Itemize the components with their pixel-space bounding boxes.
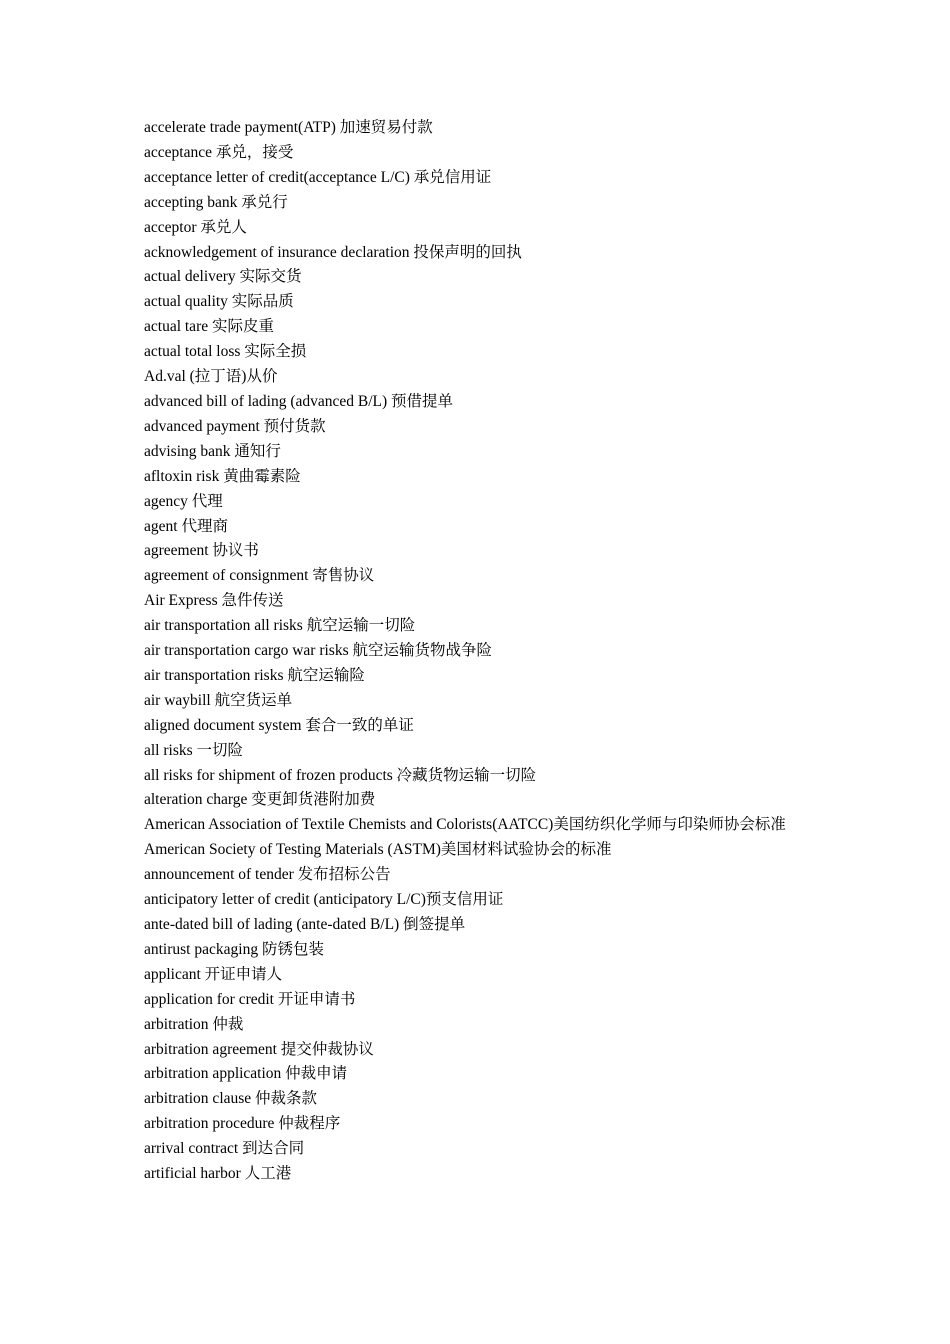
glossary-entry: actual delivery 实际交货 <box>144 268 302 286</box>
glossary-entry: Air Express 急件传送 <box>144 592 284 610</box>
glossary-entry: arbitration clause 仲裁条款 <box>144 1090 318 1108</box>
glossary-entry: agreement of consignment 寄售协议 <box>144 567 375 585</box>
glossary-entry: applicant 开证申请人 <box>144 965 283 983</box>
glossary-entry: all risks for shipment of frozen products 冷藏货物运输一切险 <box>144 766 537 784</box>
glossary-entry: air waybill 航空货运单 <box>144 691 293 709</box>
glossary-entry: actual tare 实际皮重 <box>144 318 274 336</box>
glossary-entry: application for credit 开证申请书 <box>144 990 356 1008</box>
glossary-entry: acceptance letter of credit(acceptance L/C) 承兑信用证 <box>144 168 492 186</box>
glossary-entry: acknowledgement of insurance declaration 投保声明的回执 <box>144 243 522 261</box>
glossary-entry: agent 代理商 <box>144 517 228 535</box>
glossary-entry: acceptor 承兑人 <box>144 218 247 236</box>
glossary-entry: arbitration agreement 提交仲裁协议 <box>144 1040 374 1058</box>
glossary-entry: afltoxin risk 黄曲霉素险 <box>144 467 301 485</box>
glossary-entry: aligned document system 套合一致的单证 <box>144 716 414 734</box>
glossary-entry: actual quality 实际品质 <box>144 293 294 311</box>
glossary-entry: antirust packaging 防锈包装 <box>144 940 324 958</box>
glossary-entry: air transportation all risks 航空运输一切险 <box>144 617 416 635</box>
glossary-entry: accepting bank 承兑行 <box>144 193 288 211</box>
glossary-entry: agreement 协议书 <box>144 542 259 560</box>
glossary-entry: alteration charge 变更卸货港附加费 <box>144 791 376 809</box>
glossary-entry: artificial harbor 人工港 <box>144 1165 292 1183</box>
glossary-entry: American Society of Testing Materials (ASTM)美国材料试验协会的标准 <box>144 841 612 859</box>
glossary-entry: anticipatory letter of credit (anticipatory L/C)预支信用证 <box>144 891 504 909</box>
glossary-entry: ante-dated bill of lading (ante-dated B/L) 倒签提单 <box>144 916 466 933</box>
glossary-entry: Ad.val (拉丁语)从价 <box>144 368 278 386</box>
glossary-entry: arbitration 仲裁 <box>144 1015 244 1033</box>
glossary-entry: acceptance 承兑，接受 <box>144 143 294 161</box>
glossary-entry: arbitration application 仲裁申请 <box>144 1065 348 1083</box>
glossary-entry: accelerate trade payment(ATP) 加速贸易付款 <box>144 119 433 136</box>
glossary-entry: advising bank 通知行 <box>144 442 281 460</box>
glossary-entry: agency 代理 <box>144 492 223 510</box>
glossary-entry: advanced payment 预付货款 <box>144 417 326 435</box>
glossary-entry: actual total loss 实际全损 <box>144 343 307 361</box>
glossary-entry: announcement of tender 发布招标公告 <box>144 866 391 884</box>
glossary-entry: arrival contract 到达合同 <box>144 1140 305 1158</box>
glossary-list <box>144 116 812 1187</box>
glossary-entry: arbitration procedure 仲裁程序 <box>144 1115 341 1133</box>
glossary-entry: all risks 一切险 <box>144 741 244 759</box>
glossary-entry: air transportation cargo war risks 航空运输货物战争险 <box>144 642 492 660</box>
glossary-entry: advanced bill of lading (advanced B/L) 预借提单 <box>144 392 454 410</box>
glossary-entry: American Association of Textile Chemists and Colorists(AATCC)美国纺织化学师与印染师协会标准 <box>144 816 786 834</box>
glossary-entry: air transportation risks 航空运输险 <box>144 666 365 684</box>
